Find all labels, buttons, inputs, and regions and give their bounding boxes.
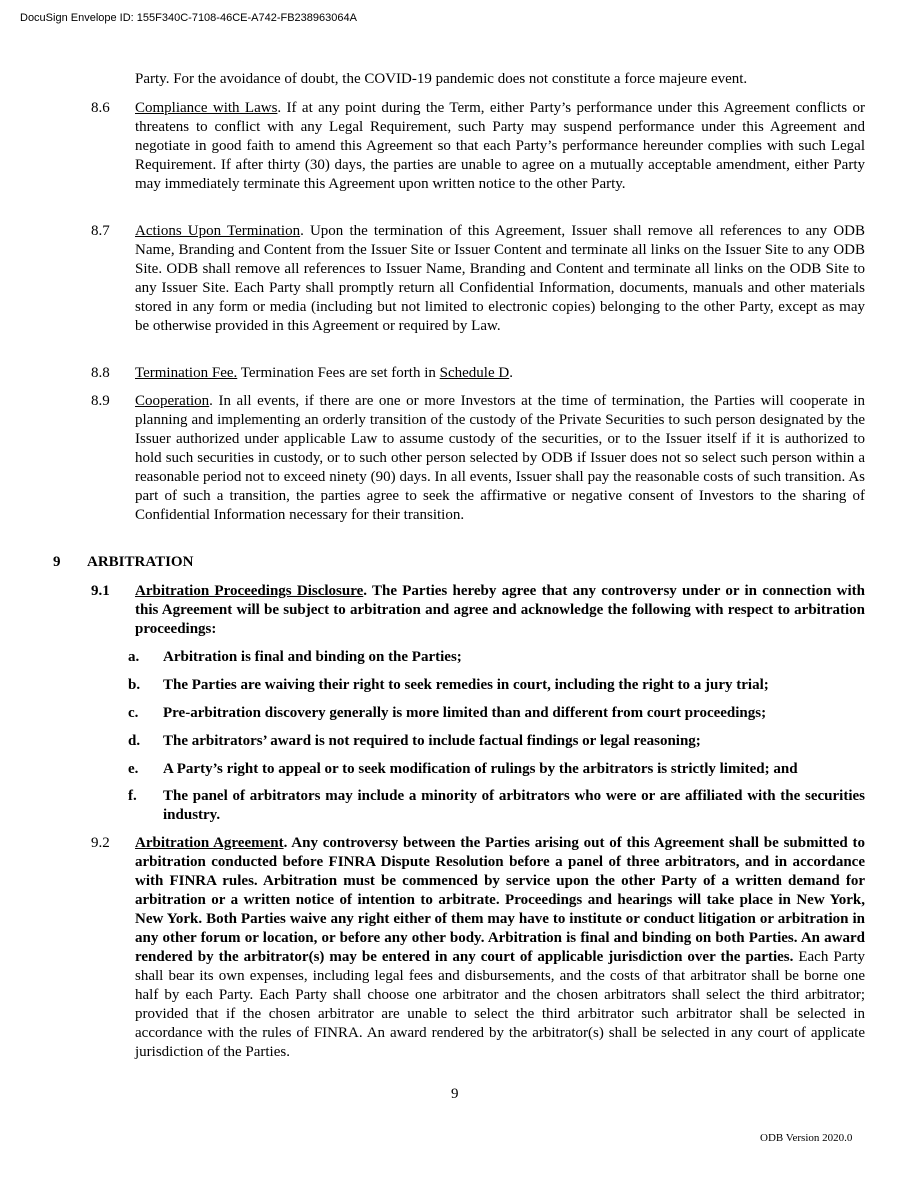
version-label: ODB Version 2020.0 xyxy=(760,1132,853,1144)
section-body xyxy=(135,364,865,383)
section-number: 8.9 xyxy=(91,393,110,409)
list-text: The panel of arbitrators may include a minority of arbitrators who were or are affiliated with the securities industry. xyxy=(163,788,865,823)
page-number: 9 xyxy=(451,1086,459,1102)
section-title: Actions Upon Termination xyxy=(135,223,301,239)
section-title: Arbitration Proceedings Disclosure xyxy=(135,583,364,599)
section-bold-text: . Any controversy between the Parties arising out of this Agreement shall be submitted to arbitration conducted before FINRA Dispute Resolution before a panel of three arbitrators, and in accordance with FINRA rules. Arbitration must be commenced by service upon the other Party of a written demand for arbitration or a written notice of intention to arbitrate. Proceedings and hearings will take place in New York, New York. Both Parties waive any right either of them may have to institute or conduct litigation or arbitration in any other forum or location, or before any other body. Arbitration is final and binding on both Parties. An award rendered by the arbitrator(s) may be entered in any court of applicable jurisdiction over the parties. xyxy=(135,835,865,965)
section-text: . Upon the termination of this Agreement, Issuer shall remove all references to any ODB Name, Branding and Content from the Issuer Site or Issuer Content and terminate all links on the Issuer Site to any ODB Site. ODB shall remove all references to Issuer Name, Branding and Content and terminate all links on the ODB Site to any Issuer Site. Each Party shall promptly return all Confidential Information, documents, manuals and other materials stored in any form or media (including but not limited to electronic copies) belonging to the other Party, except as may be otherwise provided in this Agreement or required by Law. xyxy=(135,223,865,334)
section-body xyxy=(135,834,865,1062)
section-number: 9.2 xyxy=(91,835,110,851)
envelope-id: DocuSign Envelope ID: 155F340C-7108-46CE-A742-FB238963064A xyxy=(20,12,357,24)
list-text: A Party’s right to appeal or to seek modification of rulings by the arbitrators is strictly limited; and xyxy=(163,761,798,777)
list-letter: a. xyxy=(128,649,140,665)
section-text: . The Parties hereby agree that any controversy under or in connection with this Agreement will be subject to arbitration and agree and acknowledge the following with respect to arbitration proceedings: xyxy=(135,583,865,637)
section-number: 9.1 xyxy=(91,583,110,599)
section-title: Termination Fee. xyxy=(135,365,238,381)
list-letter: f. xyxy=(128,788,137,804)
section-number: 8.8 xyxy=(91,365,110,381)
list-letter: b. xyxy=(128,677,141,693)
section-body xyxy=(135,222,865,336)
list-text: The Parties are waiving their right to seek remedies in court, including the right to a jury trial; xyxy=(163,677,769,693)
schedule-d-link: Schedule D xyxy=(439,365,510,381)
section-number: 8.7 xyxy=(91,223,110,239)
section-title: Compliance with Laws xyxy=(135,100,278,116)
section-title: Cooperation xyxy=(135,393,210,409)
section-text: Termination Fees are set forth in xyxy=(237,365,440,381)
section-title: ARBITRATION xyxy=(87,554,194,570)
section-body xyxy=(135,582,865,639)
section-number: 9 xyxy=(53,554,61,570)
section-number: 8.6 xyxy=(91,100,110,116)
list-letter: e. xyxy=(128,761,139,777)
list-text: Pre-arbitration discovery generally is more limited than and different from court proceedings; xyxy=(163,705,767,721)
section-text-end: . xyxy=(509,365,513,381)
list-letter: d. xyxy=(128,733,141,749)
section-text: . If at any point during the Term, either Party’s performance under this Agreement conflicts or threatens to conflict with any Legal Requirement, such Party may suspend performance under this Agreement and negotiate in good faith to amend this Agreement so that each Party’s performance hereunder complies with such Legal Requirement. If after thirty (30) days, the parties are unable to agree on a mutually acceptable amendment, either Party may immediately terminate this Agreement upon written notice to the other Party. xyxy=(135,100,865,192)
section-body xyxy=(135,392,865,525)
section-body xyxy=(135,99,865,194)
section-text: Each Party shall bear its own expenses, including legal fees and disbursements, and the costs of that arbitrator shall be borne one half by each Party. Each Party shall choose one arbitrator and the chosen arbitrators shall select the third arbitrator; provided that if the chosen arbitrator are unable to select the third arbitrator such arbitrator shall be selected in accordance with the rules of FINRA. An award rendered by the arbitrator(s) shall be selected in any court of applicate jurisdiction of the Parties. xyxy=(135,949,865,1060)
list-text: Arbitration is final and binding on the Parties; xyxy=(163,649,462,665)
intro-text: Party. For the avoidance of doubt, the COVID-19 pandemic does not constitute a force majeure event. xyxy=(135,71,748,87)
section-title: Arbitration Agreement xyxy=(135,835,284,851)
list-letter: c. xyxy=(128,705,139,721)
section-text: . In all events, if there are one or more Investors at the time of termination, the Parties will cooperate in planning and implementing an orderly transition of the custody of the Private Securities to such person designated by the Issuer authorized under applicable Law to assume custody of the securities, or to the Issuer itself if it is authorized to hold such securities in custody, or to such other person selected by ODB if Issuer does not so select such person within a reasonable period not to exceed ninety (90) days. In all events, Issuer shall pay the reasonable costs of such transition. As part of such a transition, the parties agree to seek the affirmative or negative consent of Investors to the sharing of Confidential Information necessary for their transition. xyxy=(135,393,865,523)
list-text: The arbitrators’ award is not required to include factual findings or legal reasoning; xyxy=(163,733,701,749)
